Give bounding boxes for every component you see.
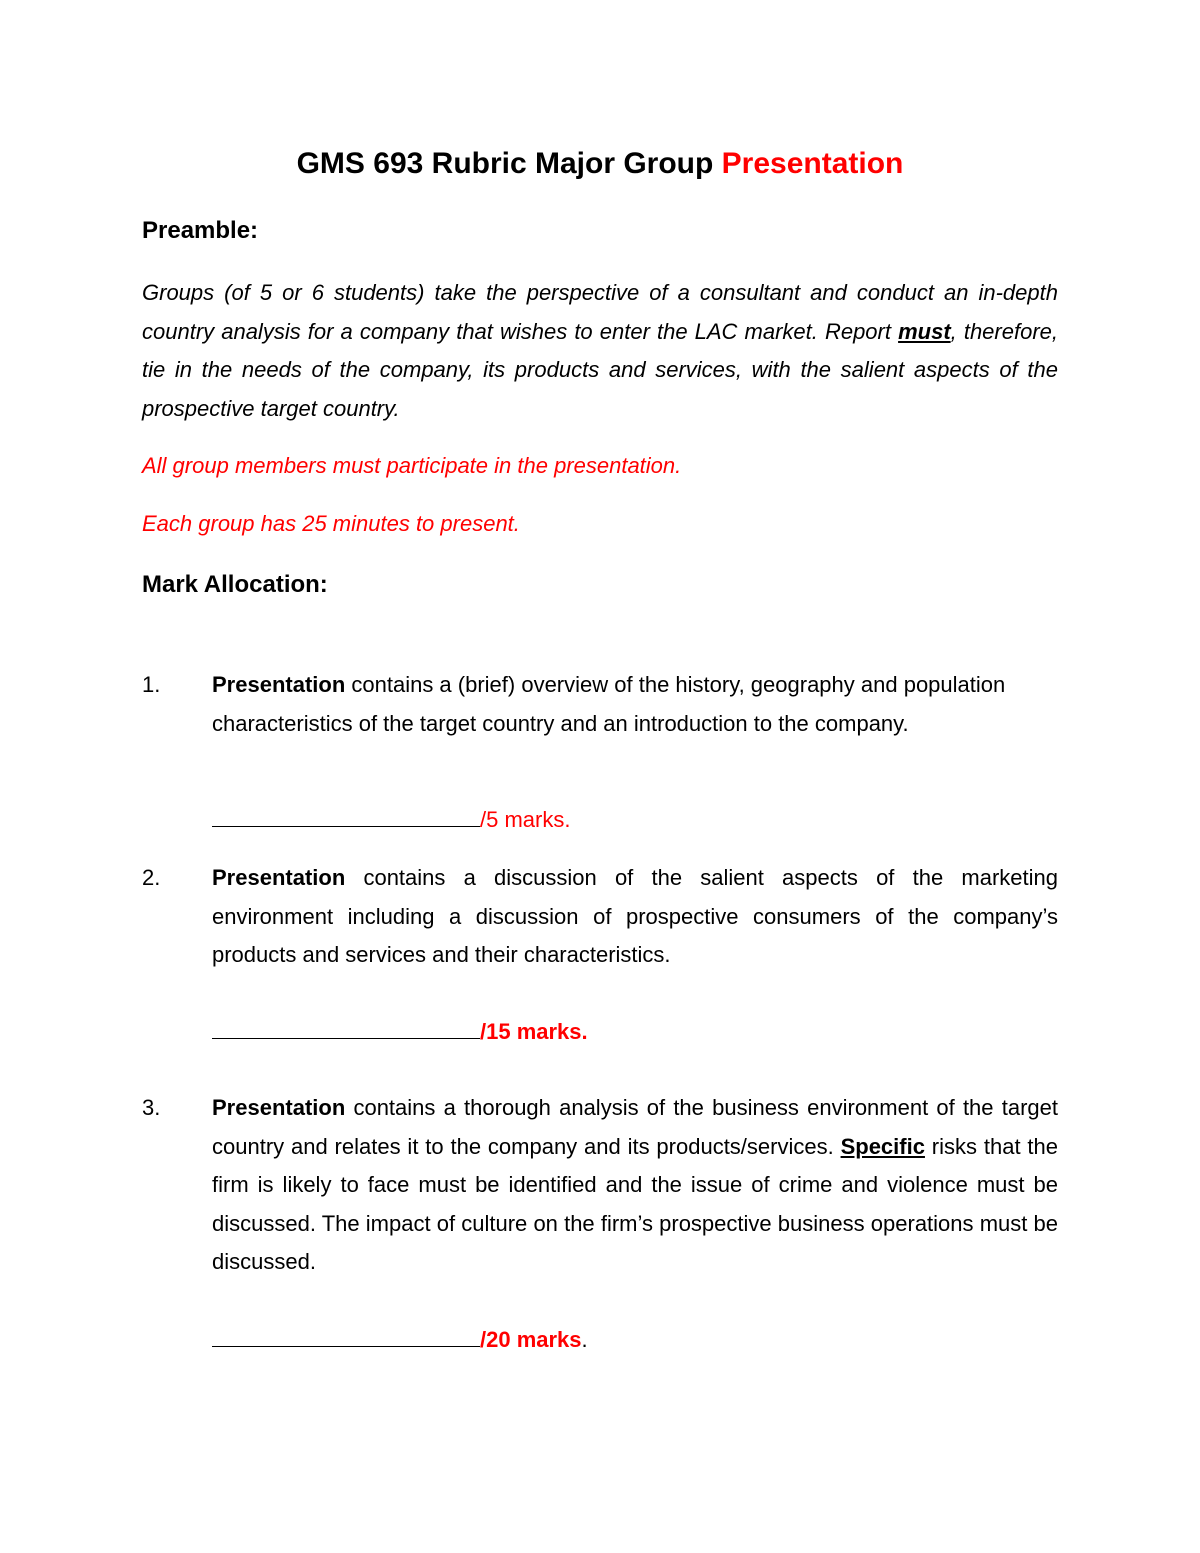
title-main: GMS 693 Rubric Major Group	[296, 147, 714, 180]
item-1-body: contains a (brief) overview of the history, geography and population characteristics of the target country and an introduction to the company.	[212, 672, 1006, 736]
item-2-marks-value: /15 marks.	[480, 1019, 588, 1044]
preamble-text-before: Groups (of 5 or 6 students) take the perspective of a consultant and conduct an in-depth country analysis for a company that wishes to enter the LAC market. Report	[142, 280, 1058, 344]
item-3-number: 3.	[142, 1095, 161, 1120]
title-accent: Presentation	[721, 147, 904, 180]
item-1-marks	[212, 801, 570, 840]
preamble-emphasis-must: must	[898, 318, 951, 344]
preamble-note-time: Each group has 25 minutes to present.	[142, 511, 520, 536]
item-1-number: 1.	[142, 672, 161, 697]
item-3-marks-suffix: .	[581, 1327, 588, 1352]
item-3-body-a: contains a thorough analysis of the business environment of the target country and relates it to the company and its products/services.	[212, 1095, 1058, 1159]
item-2-text	[212, 859, 1058, 975]
item-2-lead: Presentation	[212, 865, 346, 890]
item-3-body-b: risks that the firm is likely to face must be identified and the issue of crime and violence must be discussed. The impact of culture on the firm’s prospective business operations must be discussed.	[212, 1133, 1058, 1274]
item-2-score-blank[interactable]	[212, 1016, 480, 1039]
item-3-score-blank[interactable]	[212, 1324, 480, 1347]
preamble-note-participation: All group members must participate in the presentation.	[142, 453, 682, 478]
preamble-paragraph	[142, 274, 1058, 428]
item-1-lead: Presentation	[212, 672, 346, 697]
item-2-body: contains a discussion of the salient aspects of the marketing environment including a discussion of prospective consumers of the company’s products and services and their characteristics.	[212, 865, 1058, 967]
page-title	[0, 142, 1200, 186]
item-3-text	[212, 1089, 1058, 1282]
item-3-marks-value: /20 marks	[480, 1327, 582, 1352]
item-3-emphasis-specific: Specific	[840, 1133, 925, 1159]
item-1-score-blank[interactable]	[212, 804, 480, 827]
preamble-heading: Preamble:	[142, 217, 259, 244]
item-1-text	[212, 666, 1058, 743]
mark-allocation-heading: Mark Allocation:	[142, 571, 328, 598]
item-1-marks-value: /5 marks.	[480, 807, 571, 832]
item-3-lead: Presentation	[212, 1095, 346, 1120]
item-3-marks	[212, 1321, 588, 1360]
item-2-marks	[212, 1013, 588, 1052]
preamble-text-after: , therefore, tie in the needs of the company, its products and services, with the salient aspects of the prospective target country.	[142, 318, 1059, 421]
item-2-number: 2.	[142, 865, 161, 890]
